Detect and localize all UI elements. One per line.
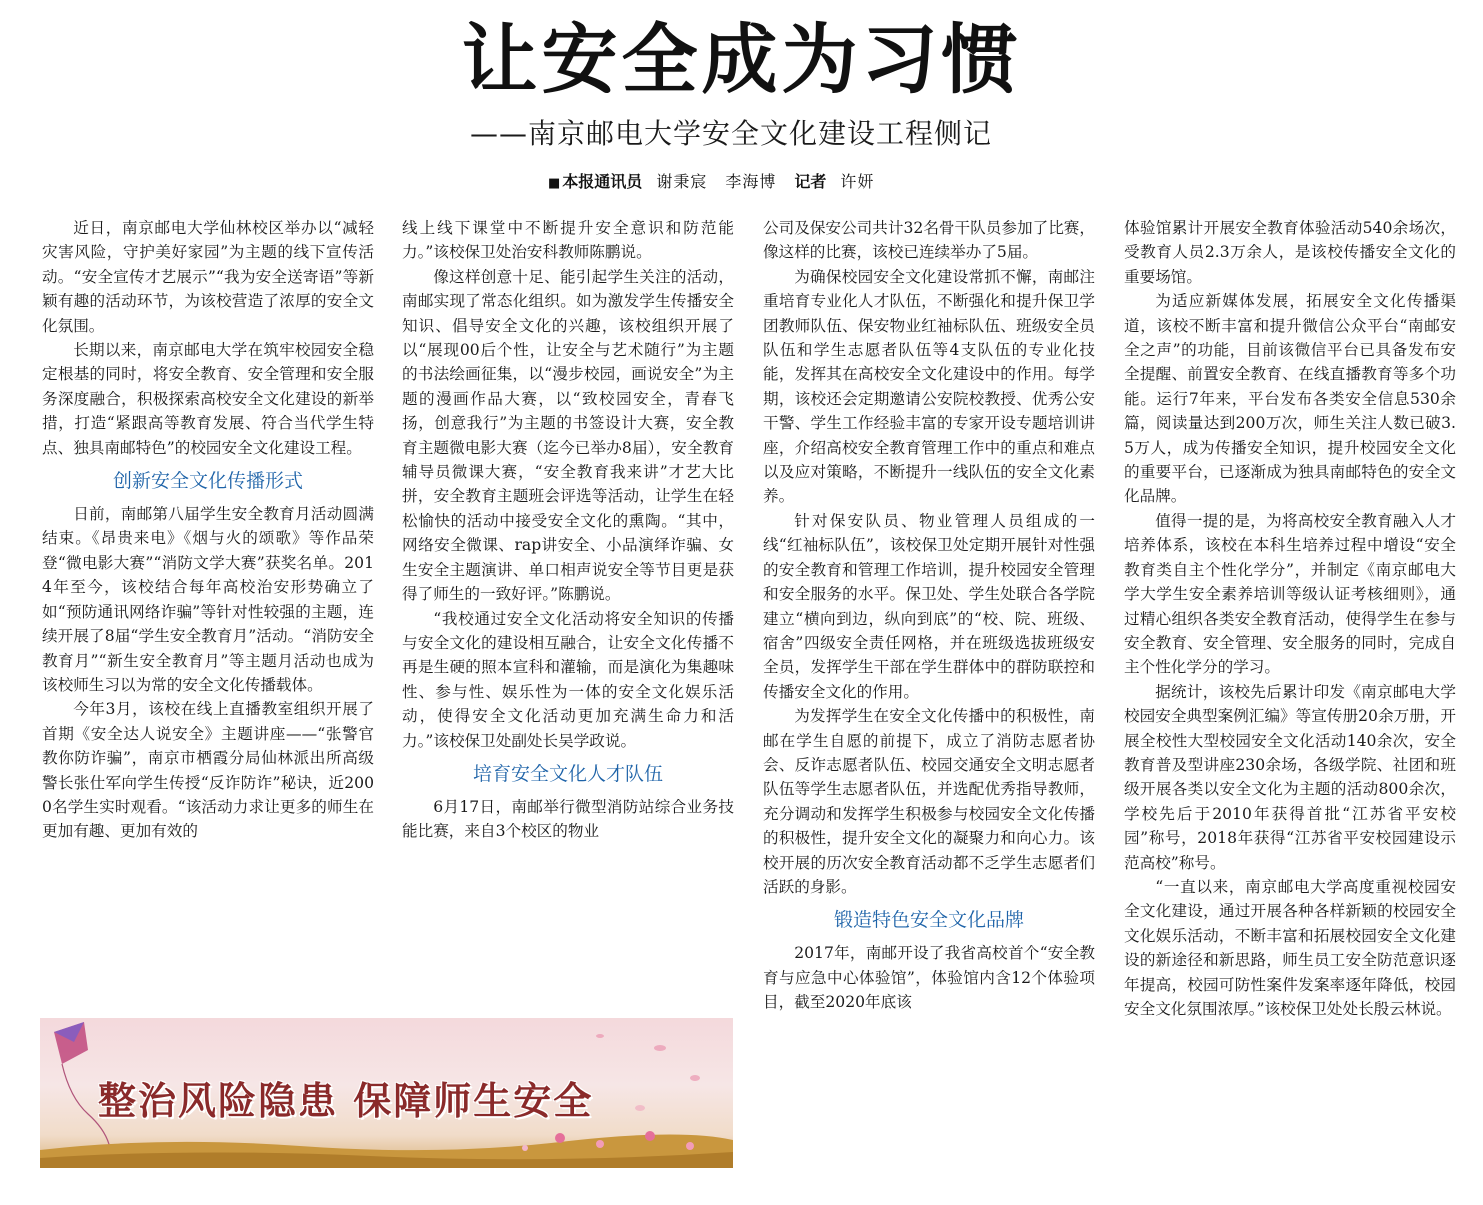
section-heading: 创新安全文化传播形式 (112, 470, 303, 493)
paragraph: 日前，南邮第八届学生安全教育月活动圆满结束。《昂贵来电》《烟与火的颂歌》等作品荣登“微电影大赛”“消防文学大赛”获奖名单。2014年至今，该校结合每年高校治安形势确立了如“预防通讯网络诈骗”等针对性较强的主题，连续开展了8届“学生安全教育月”活动。“消防安全教育月”“新生安全教育月”等主题月活动也成为该校师生习以为常的安全文化传播载体。 (42, 505, 374, 694)
paragraph: 线上线下课堂中不断提升安全意识和防范能力。”该校保卫处治安科教师陈鹏说。 (402, 219, 734, 262)
paragraph: 为确保校园安全文化建设常抓不懈，南邮注重培育专业化人才队伍，不断强化和提升保卫学团教师队伍、保安物业红袖标队伍、班级安全员队伍和学生志愿者队伍等4支队伍的专业化技能，发挥其在高校安全文化建设中的作用。每学期，该校还会定期邀请公安院校教授、优秀公安干警、学生工作经验丰富的专家开设专题培训讲座，介绍高校安全教育管理工作中的重点和难点以及应对策略，不断提升一线队伍的安全文化素养。 (763, 267, 1095, 506)
paragraph: 6月17日，南邮举行微型消防站综合业务技能比赛，来自3个校区的物业 (402, 797, 734, 841)
paragraph: 近日，南京邮电大学仙林校区举办以“减轻灾害风险，守护美好家园”为主题的线下宣传活动。“安全宣传才艺展示”“我为安全送寄语”等新颖有趣的活动环节，为该校营造了浓厚的安全文化氛围。 (42, 219, 374, 335)
byline-square-icon: ■ (548, 176, 561, 191)
section-heading: 锻造特色安全文化品牌 (833, 909, 1024, 932)
journalist-name: 许妍 (840, 172, 875, 191)
paragraph: 为适应新媒体发展，拓展安全文化传播渠道，该校不断丰富和提升微信公众平台“南邮安全之声”的功能，目前该微信平台已具备发布安全提醒、前置安全教育、在线直播教育等多个功能。运行7年来，平台发布各类安全信息530余篇，阅读量达到200万次，师生关注人数已破3.5万人，成为传播安全知识，提升校园安全文化的重要平台，已逐渐成为独具南邮特色的安全文化品牌。 (1124, 292, 1456, 506)
paragraph: 体验馆累计开展安全教育体验活动540余场次，受教育人员2.3万余人，是该校传播安全文化的重要场馆。 (1124, 219, 1456, 286)
paragraph: 针对保安队员、物业管理人员组成的一线“红袖标队伍”，该校保卫处定期开展针对性强的安全教育和管理工作培训，提升校园安全管理和安全服务的水平。保卫处、学生处联合各学院建立“横向到边，纵向到底”的“校、院、班级、宿舍”四级安全责任网格，并在班级选拔班级安全员，发挥学生干部在学生群体中的群防联控和传播安全文化的作用。 (763, 511, 1095, 701)
byline (548, 170, 1008, 196)
banner-slogan: 整治风险隐患 保障师生安全 (98, 1079, 594, 1123)
article-column-1 (42, 216, 374, 844)
headline: 让安全成为习惯 (461, 15, 1022, 104)
wheat-field-icon (40, 1134, 733, 1168)
paragraph: 像这样创意十足、能引起学生关注的活动，南邮实现了常态化组织。如为激发学生传播安全知识、倡导安全文化的兴趣，该校组织开展了以“展现00后个性，让安全与艺术随行”为主题的书法绘画征集，以“漫步校园，画说安全”为主题的漫画作品大赛，以“致校园安全，青春飞扬，创意我行”为主题的书签设计大赛，安全教育主题微电影大赛（迄今已举办8届），安全教育辅导员微课大赛，“安全教育我来讲”才艺大比拼，安全教育主题班会评选等活动，让学生在轻松愉快的活动中接受安全文化的熏陶。“其中，网络安全微课、rap讲安全、小品演绎诈骗、女生安全主题演讲、单口相声说安全等节目更是获得了师生的一致好评。”陈鹏说。 (402, 267, 734, 604)
reporter-2: 李海博 (725, 172, 777, 191)
reporter-1: 谢秉宸 (656, 172, 708, 191)
subheadline: ——南京邮电大学安全文化建设工程侧记 (470, 117, 993, 150)
article-column-4 (1124, 216, 1456, 1021)
petal-icon (596, 1034, 700, 1111)
paragraph: 2017年，南邮开设了我省高校首个“安全教育与应急中心体验馆”，体验馆内含12个体验项目，截至2020年底该 (763, 944, 1095, 1012)
byline-label: 本报通讯员 (562, 172, 643, 191)
paragraph: “我校通过安全文化活动将安全知识的传播与安全文化的建设相互融合，让安全文化传播不再是生硬的照本宣科和灌输，而是演化为集趣味性、参与性、娱乐性为一体的安全文化娱乐活动，使得安全文化活动更加充满生命力和活力。”该校保卫处副处长吴学政说。 (402, 609, 734, 750)
journalist-label: 记者 (794, 172, 827, 191)
paragraph: 值得一提的是，为将高校安全教育融入人才培养体系，该校在本科生培养过程中增设“安全教育类自主个性化学分”，并制定《南京邮电大学大学生安全素养培训等级认证考核细则》，通过精心组织各类安全教育活动，使得学生在参与安全教育、安全管理、安全服务的同时，完成自主个性化学分的学习。 (1124, 511, 1456, 677)
paragraph: 今年3月，该校在线上直播教室组织开展了首期《安全达人说安全》主题讲座——“张警官教你防诈骗”，南京市栖霞分局仙林派出所高级警长张仕军向学生传授“反诈防诈”秘诀，近2000名学生实时观看。“该活动力求让更多的师生在更加有趣、更加有效的 (42, 700, 374, 841)
paragraph: 为发挥学生在安全文化传播中的积极性，南邮在学生自愿的前提下，成立了消防志愿者协会、反诈志愿者队伍、校园交通安全文明志愿者队伍等学生志愿者队伍，并选配优秀指导教师，充分调动和发挥学生积极参与校园安全文化传播的积极性，提升安全文化的凝聚力和向心力。该校开展的历次安全教育活动都不乏学生志愿者们活跃的身影。 (763, 707, 1095, 896)
section-heading: 培育安全文化人才队伍 (472, 762, 663, 785)
paragraph: 公司及保安公司共计32名骨干队员参加了比赛，像这样的比赛，该校已连续举办了5届。 (763, 219, 1095, 262)
article-column-2 (402, 216, 734, 844)
article-column-3 (763, 216, 1095, 1015)
paragraph: 据统计，该校先后累计印发《南京邮电大学校园安全典型案例汇编》等宣传册20余万册，开展全校性大型校园安全文化活动140余次，安全教育普及型讲座230余场，各级学院、社团和班级开展各类以安全文化为主题的活动800余次，学校先后于2010年获得首批“江苏省平安校园”称号，2018年获得“江苏省平安校园建设示范高校”称号。 (1124, 682, 1456, 872)
paragraph: “一直以来，南京邮电大学高度重视校园安全文化建设，通过开展各种各样新颖的校园安全文化娱乐活动，不断丰富和拓展校园安全文化建设的新途径和新思路，师生员工安全防范意识逐年提高，校园可防性案件发案率逐年降低，校园安全文化氛围浓厚。”该校保卫处处长殷云林说。 (1124, 877, 1456, 1018)
safety-banner (40, 1018, 733, 1168)
paragraph: 长期以来，南京邮电大学在筑牢校园安全稳定根基的同时，将安全教育、安全管理和安全服务深度融合，积极探索高校安全文化建设的新举措，打造“紧跟高等教育发展、符合当代学生特点、独具南邮特色”的校园安全文化建设工程。 (42, 341, 374, 457)
